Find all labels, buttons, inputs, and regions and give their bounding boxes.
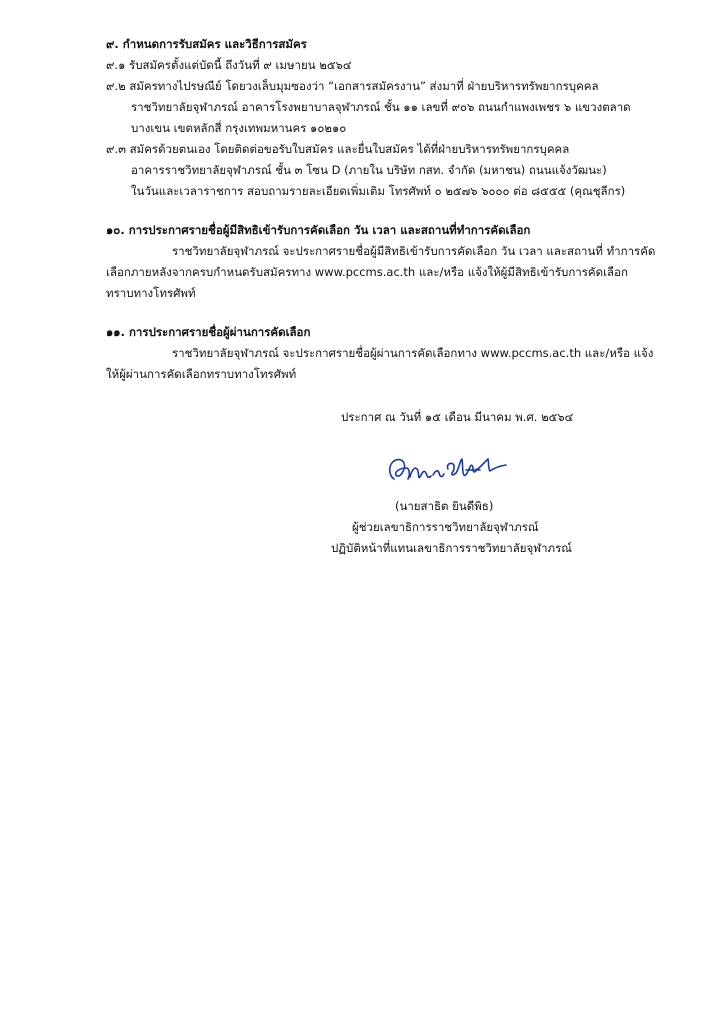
section9-item2-line3: บางเขน เขตหลักสี่ กรุงเทพมหานคร ๑๐๒๑๐: [131, 121, 347, 135]
section11-heading: ๑๑. การประกาศรายชื่อผู้ผ่านการคัดเลือก: [106, 325, 311, 339]
signatory-acting: ปฏิบัติหน้าที่แทนเลขาธิการราชวิทยาลัยจุฬาภรณ์: [331, 541, 572, 555]
section10-line1: ราชวิทยาลัยจุฬาภรณ์ จะประกาศรายชื่อผู้มีสิทธิเข้ารับการคัดเลือก วัน เวลา และสถานที่ ทำการคัด: [172, 244, 656, 258]
section9-heading: ๙. กำหนดการรับสมัคร และวิธีการสมัคร: [106, 37, 307, 51]
section9-item2-line1: ๙.๒ สมัครทางไปรษณีย์ โดยวงเล็บมุมซองว่า “เอกสารสมัครงาน” ส่งมาที่ ฝ่ายบริหารทรัพยากรบุคคล: [106, 79, 599, 93]
signatory-name: (นายสาธิต ยินดีพิธ): [395, 499, 494, 513]
section10-heading: ๑๐. การประกาศรายชื่อผู้มีสิทธิเข้ารับการคัดเลือก วัน เวลา และสถานที่ทำการคัดเลือก: [106, 223, 531, 237]
section9-item1: ๙.๑ รับสมัครตั้งแต่บัดนี้ ถึงวันที่ ๙ เมษายน ๒๕๖๔: [106, 58, 352, 72]
section11-line1: ราชวิทยาลัยจุฬาภรณ์ จะประกาศรายชื่อผู้ผ่านการคัดเลือกทาง www.pccms.ac.th และ/หรือ แจ้ง: [172, 346, 654, 360]
section9-item2-line2: ราชวิทยาลัยจุฬาภรณ์ อาคารโรงพยาบาลจุฬาภรณ์ ชั้น ๑๑ เลขที่ ๙๐๖ ถนนกำแพงเพชร ๖ แขวงตลาด: [131, 100, 631, 114]
signature-image: [380, 451, 510, 487]
section9-item3-line1: ๙.๓ สมัครด้วยตนเอง โดยติดต่อขอรับใบสมัคร และยื่นใบสมัคร ได้ที่ฝ่ายบริหารทรัพยากรบุคคล: [106, 142, 570, 156]
section11-line2: ให้ผู้ผ่านการคัดเลือกทราบทางโทรศัพท์: [106, 367, 297, 381]
section10-line2: เลือกภายหลังจากครบกำหนดรับสมัครทาง www.pccms.ac.th และ/หรือ แจ้งให้ผู้มีสิทธิเข้ารับการคัดเลือก: [106, 265, 628, 279]
section10-line3: ทราบทางโทรศัพท์: [106, 286, 196, 300]
section9-item3-line2: อาคารราชวิทยาลัยจุฬาภรณ์ ชั้น ๓ โซน D (ภายใน บริษัท กสท. จำกัด (มหาชน) ถนนแจ้งวัฒนะ): [131, 163, 607, 177]
announcement-date: ประกาศ ณ วันที่ ๑๕ เดือน มีนาคม พ.ศ. ๒๕๖๔: [341, 410, 574, 424]
signatory-position: ผู้ช่วยเลขาธิการราชวิทยาลัยจุฬาภรณ์: [352, 520, 539, 534]
section9-item3-line3: ในวันและเวลาราชการ สอบถามรายละเอียดเพิ่มเติม โทรศัพท์ ๐ ๒๕๗๖ ๖๐๐๐ ต่อ ๘๕๕๕ (คุณชุลีกร): [131, 184, 626, 198]
